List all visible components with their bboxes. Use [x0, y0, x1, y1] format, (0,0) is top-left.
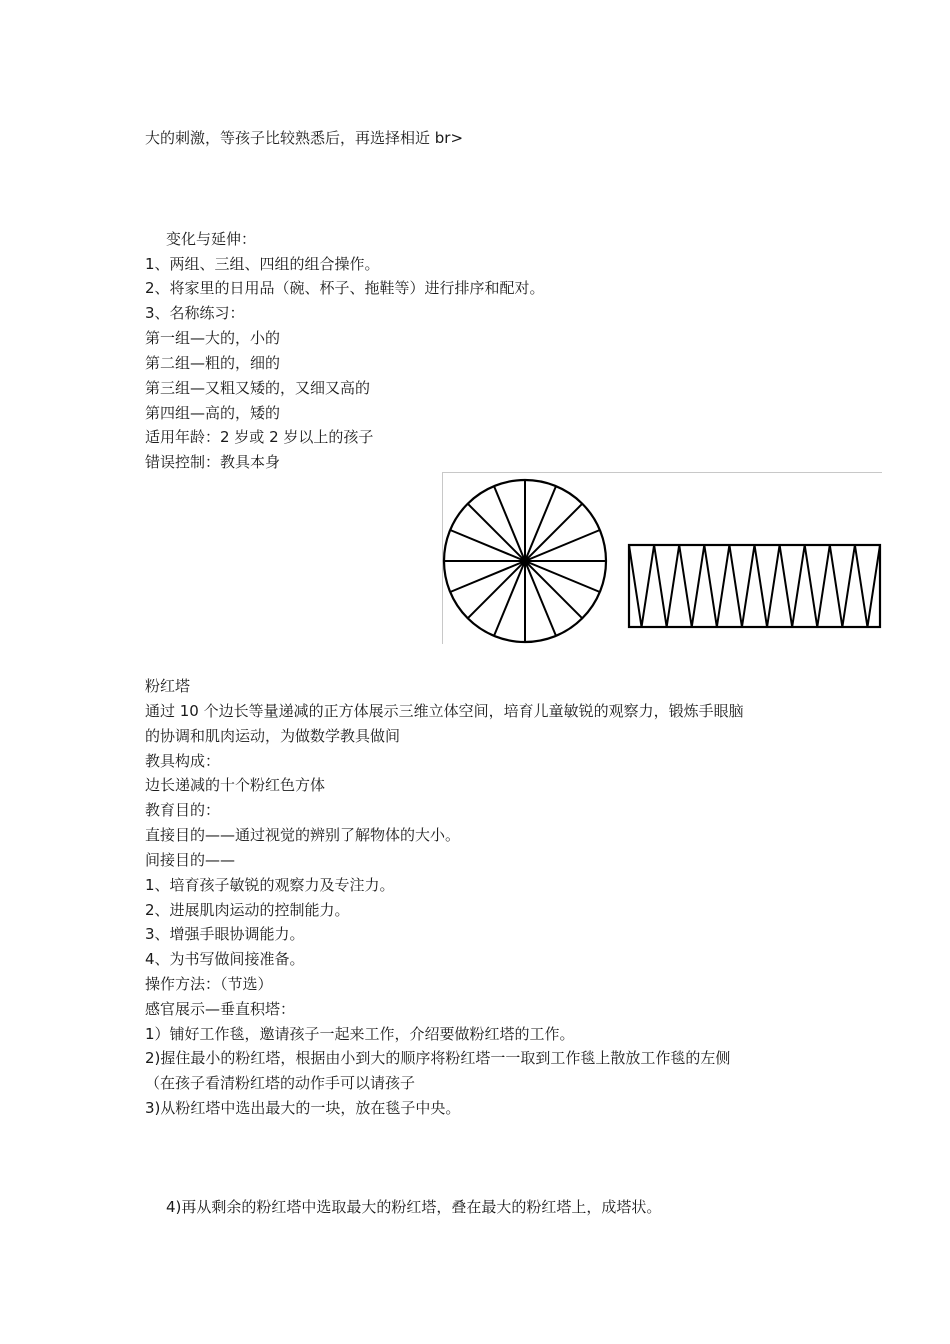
text-line: 边长递减的十个粉红色方体	[145, 776, 326, 794]
text-line: 1）铺好工作毯，邀请孩子一起来工作，介绍要做粉红塔的工作。	[145, 1025, 575, 1043]
text-line: 1、培育孩子敏锐的观察力及专注力。	[145, 876, 395, 894]
section-heading: 粉红塔	[145, 677, 191, 695]
text-line: 感官展示—垂直积塔：	[145, 1000, 296, 1018]
text-line: 第一组—大的，小的	[145, 329, 281, 347]
text-line: 适用年龄：2 岁或 2 岁以上的孩子	[145, 428, 374, 446]
text-line: 4、为书写做间接准备。	[145, 950, 305, 968]
text-line: 3、增强手眼协调能力。	[145, 925, 305, 943]
text-line: 1、两组、三组、四组的组合操作。	[145, 255, 380, 273]
text-line: 4)再从剩余的粉红塔中选取最大的粉红塔，叠在最大的粉红塔上，成塔状。	[166, 1198, 662, 1216]
text-line: 3)从粉红塔中选出最大的一块，放在毯子中央。	[145, 1099, 461, 1117]
text-line: 2、进展肌肉运动的控制能力。	[145, 901, 350, 919]
text-line: 第四组—高的，矮的	[145, 404, 281, 422]
text-line: 间接目的——	[145, 851, 236, 869]
zigzag-line	[629, 545, 880, 627]
text-line: 教育目的：	[145, 801, 221, 819]
text-line: 大的刺激，等孩子比较熟悉后，再选择相近 br>	[145, 129, 464, 147]
text-line: 3、名称练习：	[145, 304, 245, 322]
text-line: 教具构成：	[145, 752, 221, 770]
text-line: 2)握住最小的粉红塔，根据由小到大的顺序将粉红塔一一取到工作毯上散放工作毯的左侧	[145, 1049, 731, 1067]
zigzag-rectangle	[629, 545, 880, 627]
divided-circle	[444, 480, 606, 642]
text-line: 第三组—又粗又矮的，又细又高的	[145, 379, 371, 397]
section-heading: 变化与延伸：	[166, 230, 257, 248]
text-line: 错误控制：教具本身	[145, 453, 281, 471]
figure-graphic	[442, 472, 882, 644]
text-line: （在孩子看清粉红塔的动作手可以请孩子	[145, 1074, 416, 1092]
text-line: 的协调和肌肉运动，为做数学教具做间	[145, 727, 401, 745]
text-line: 操作方法：（节选）	[145, 975, 273, 993]
text-line: 第二组—粗的，细的	[145, 354, 281, 372]
figure-circle-zigzag	[442, 472, 882, 644]
text-line: 通过 10 个边长等量递减的正方体展示三维立体空间，培育儿童敏锐的观察力，锻炼手眼脑	[145, 702, 744, 720]
text-line: 直接目的——通过视觉的辨别了解物体的大小。	[145, 826, 461, 844]
text-line: 2、将家里的日用品（碗、杯子、拖鞋等）进行排序和配对。	[145, 279, 545, 297]
